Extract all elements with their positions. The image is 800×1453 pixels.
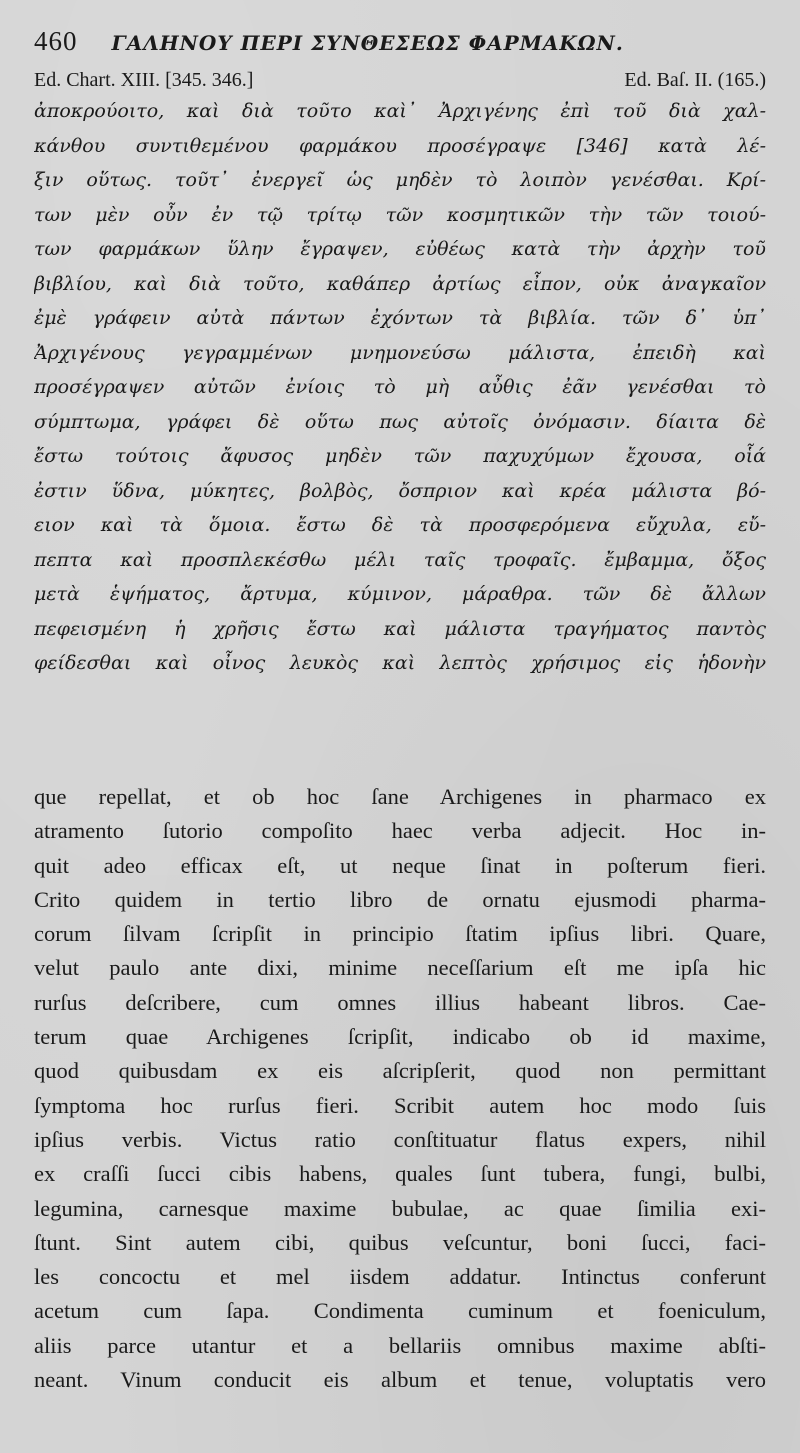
edition-left: Ed. Chart. XIII. [345. 346.]	[34, 69, 254, 91]
greek-line: πεφεισμένη ἡ χρῆσις ἔστω καὶ μάλιστα τραγήματος παντὸς	[34, 617, 766, 640]
greek-line: κάνθου συντιθεμένου φαρμάκου προσέγραψε [346] κατὰ λέ-	[34, 134, 766, 157]
latin-line: aliis parce utantur et a bellariis omnibus maxime abſti-	[34, 1332, 766, 1358]
latin-line: neant. Vinum conducit eis album et tenue, voluptatis vero	[34, 1367, 766, 1393]
latin-line: ſymptoma hoc rurſus fieri. Scribit autem hoc modo ſuis	[34, 1092, 766, 1118]
latin-line: que repellat, et ob hoc ſane Archigenes in pharmaco ex	[34, 784, 766, 809]
latin-line: legumina, carnesque maxime bubulae, ac quae ſimilia exi-	[34, 1195, 766, 1221]
greek-line: ἐστιν ὕδνα, μύκητες, βολβὸς, ὄσπριον καὶ κρέα μάλιστα βό-	[34, 479, 766, 502]
greek-line: φείδεσθαι καὶ οἶνος λευκὸς καὶ λεπτὸς χρήσιμος εἰς ἡδονὴν	[34, 652, 766, 674]
latin-line: terum quae Archigenes ſcripſit, indicabo ob id maxime,	[34, 1024, 766, 1050]
latin-line: rurſus deſcribere, cum omnes illius habeant libros. Cae-	[34, 989, 766, 1015]
latin-line: quit adeo efficax eſt, ut neque ſinat in poſterum fieri.	[34, 852, 766, 878]
greek-line: βιβλίου, καὶ διὰ τοῦτο, καθάπερ ἀρτίως εἶπον, οὐκ ἀναγκαῖον	[34, 272, 766, 295]
greek-line: ἐμὲ γράφειν αὐτὰ πάντων ἐχόντων τὰ βιβλία. τῶν δ᾽ ὑπ᾽	[34, 307, 766, 329]
latin-line: ex craſſi ſucci cibis habens, quales ſunt tubera, fungi, bulbi,	[34, 1161, 766, 1187]
latin-text-block	[34, 780, 766, 1397]
latin-line: ipſius verbis. Victus ratio conſtituatur flatus expers, nihil	[34, 1126, 766, 1152]
running-head	[34, 26, 766, 66]
edition-right: Ed. Baſ. II. (165.)	[624, 69, 766, 91]
running-title: ΓΑΛΗΝΟΥ ΠΕΡΙ ΣΥΝΘΕΣΕΩΣ ΦΑΡΜΑΚΩΝ.	[111, 31, 624, 55]
latin-line: velut paulo ante dixi, minime neceſſarium eſt me ipſa hic	[34, 955, 766, 981]
latin-line: Crito quidem in tertio libro de ornatu ejusmodi pharma-	[34, 886, 766, 912]
page-number: 460	[34, 26, 78, 56]
greek-line: πεπτα καὶ προσπλεκέσθω μέλι ταῖς τροφαῖς. ἔμβαμμα, ὄξος	[34, 548, 766, 571]
greek-line: ξιν οὕτως. τοῦτ᾽ ἐνεργεῖ ὡς μηδὲν τὸ λοιπὸν γενέσθαι. Κρί-	[34, 169, 766, 191]
greek-line: μετὰ ἑψήματος, ἄρτυμα, κύμινον, μάραθρα. τῶν δὲ ἄλλων	[34, 583, 766, 605]
greek-line: ἀποκρούοιτο, καὶ διὰ τοῦτο καὶ᾽ Ἀρχιγένης ἐπὶ τοῦ διὰ χαλ-	[34, 100, 766, 122]
latin-line: acetum cum ſapa. Condimenta cuminum et foeniculum,	[34, 1298, 766, 1324]
latin-line: ſtunt. Sint autem cibi, quibus veſcuntur, boni ſucci, faci-	[34, 1229, 766, 1255]
latin-line: atramento ſutorio compoſito haec verba adjecit. Hoc in-	[34, 818, 766, 844]
greek-line: των φαρμάκων ὕλην ἔγραψεν, εὐθέως κατὰ τὴν ἀρχὴν τοῦ	[34, 238, 766, 260]
greek-line: Ἀρχιγένους γεγραμμένων μνημονεύσω μάλιστα, ἐπειδὴ καὶ	[34, 341, 766, 364]
latin-line: quod quibusdam ex eis aſcripſerit, quod non permittant	[34, 1058, 766, 1084]
edition-reference	[34, 66, 766, 94]
latin-line: les concoctu et mel iisdem addatur. Intinctus conferunt	[34, 1264, 766, 1290]
latin-line: corum ſilvam ſcripſit in principio ſtatim ipſius libri. Quare,	[34, 921, 766, 947]
greek-line: ειον καὶ τὰ ὅμοια. ἔστω δὲ τὰ προσφερόμενα εὔχυλα, εὔ-	[34, 514, 766, 536]
greek-line: προσέγραψεν αὐτῶν ἐνίοις τὸ μὴ αὖθις ἐᾶν γενέσθαι τὸ	[34, 376, 766, 398]
greek-line: σύμπτωμα, γράφει δὲ οὕτω πως αὐτοῖς ὀνόμασιν. δίαιτα δὲ	[34, 410, 766, 433]
greek-line: των μὲν οὖν ἐν τῷ τρίτῳ τῶν κοσμητικῶν τὴν τῶν τοιού-	[34, 203, 766, 226]
greek-line: ἔστω τούτοις ἄφυσος μηδὲν τῶν παχυχύμων ἔχουσα, οἷά	[34, 445, 766, 467]
greek-text-block	[34, 94, 766, 681]
